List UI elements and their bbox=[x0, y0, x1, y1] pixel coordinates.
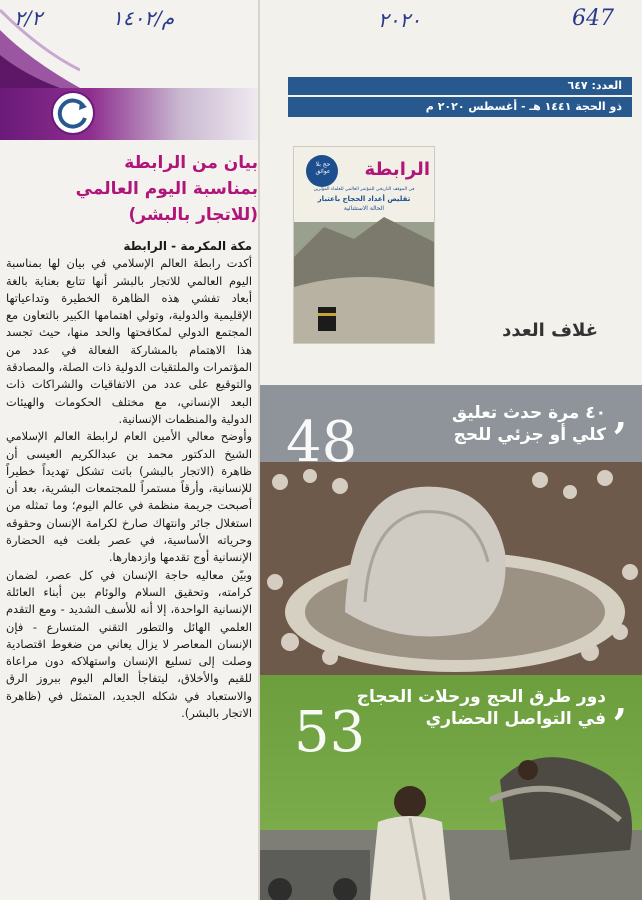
issue-date-bar: ذو الحجة ١٤٤١ هـ - أغسطس ٢٠٢٠ م bbox=[288, 97, 632, 117]
quote-mark-icon: , bbox=[614, 392, 628, 437]
teaser-1-page-number: 48 bbox=[286, 410, 358, 475]
cover-headline-3: الحالة الاستثنائية bbox=[343, 205, 385, 212]
article-paragraph-1: أكدت رابطة العالم الإسلامي في بيان لها بمناسبة اليوم العالمي للاتجار بالبشر أنها تتابع بعناية بالغة أبعاد تفشي هذه الظاهرة الخطيرة وتداعياتها الإقليمية والدولية، وتولي اهتمامها الكبير بالتعاون مع المجتمع الدولي لمكافحتها والحد منها، حيث تجسد هذا الاهتمام بالمشاركة الفعالة في عدد من المؤتمرات والملتقيات الدولية ذات الصلة، والمصادقة والتوقيع على عدد من الاتفاقيات والشراكات ذات البعد الإنساني، مع مختلف الحكومات والهيئات الدولية والمنظمات الإنسانية. bbox=[6, 256, 252, 426]
handwritten-year: ٢٠٢٠ bbox=[378, 8, 421, 32]
article-paragraph-3: وبيّن معاليه حاجة الإنسان في كل عصر، لضمان كرامته، وتحقيق السلام والوئام بين أبناء العائلة الإنسانية الواحدة، إلا أنه للأسف الشديد - ومع التقدم العلمي الهائل والتطور التقني المتسارع - فإن الإنسان المعاصر لا يزال يعاني من ضغوط اقتصادية وصلت إلى تسليع الإنسان واستهلاكه دون مراعاة للقيم والأخلاق، ليتفاجأ العالم اليوم ببروز الرق والاستعباد في شكله الجديد، المتمثل في (ظاهرة الاتجار بالبشر). bbox=[6, 567, 252, 721]
teaser-1-line-1: ٤٠ مرة حدث تعليق bbox=[452, 403, 606, 423]
handwritten-reference: م/١٤٠٢ bbox=[112, 6, 175, 30]
quote-mark-icon-2: , bbox=[614, 678, 628, 723]
teaser-2-line-1: دور طرق الحج ورحلات الحجاج bbox=[356, 687, 606, 707]
teaser-2-page-number: 53 bbox=[294, 700, 366, 765]
teaser-2-text bbox=[330, 686, 606, 730]
handwritten-page-number: 647 bbox=[572, 6, 614, 31]
cover-headline-2: تقليص أعداد الحجاج باعتبار bbox=[317, 195, 411, 203]
cover-label: غلاف العدد bbox=[502, 320, 598, 341]
magazine-cover bbox=[293, 146, 435, 344]
section-banner bbox=[0, 88, 258, 140]
teaser-1-line-2: كلي أو جزئي للحج bbox=[453, 425, 606, 445]
teaser-1-photo bbox=[260, 462, 642, 675]
article-paragraph-2: وأوضح معالي الأمين العام لرابطة العالم الإسلامي الشيخ الدكتور محمد بن عبدالكريم العيسى أن ظاهرة (الاتجار بالبشر) باتت تشكل تهديداً خطيراً للإنسانية، وأرقاً مستمراً للمجتمعات البشرية، بعد أن أصبحت جريمة منظمة في عالم اليوم؛ وما تمثله من استغلال جائر وانتهاك صارخ لكرامة الإنسان وحقوقه وحرياته الأساسية، في عصر بلغت فيه الحضارة الإنسانية أوج تقدمها وازدهارها. bbox=[6, 429, 252, 565]
teaser-1-text bbox=[380, 402, 606, 446]
headline-line-3: (للاتجار بالبشر) bbox=[128, 205, 258, 225]
cover-masthead: الرابطة bbox=[364, 159, 430, 180]
handwritten-page-fraction: ٢/٢ bbox=[14, 6, 43, 30]
article-body bbox=[6, 238, 252, 722]
headline-line-1: بيان من الرابطة bbox=[124, 153, 258, 173]
cover-badge: حج بلا عوائق bbox=[315, 161, 331, 175]
teaser-2-line-2: في التواصل الحضاري bbox=[425, 709, 606, 729]
article-dateline: مكة المكرمة - الرابطة bbox=[123, 239, 252, 253]
cover-headline-1: في الموقف التاريخي للمؤتمر العالمي للعلماء المؤثرين bbox=[313, 187, 415, 192]
article-headline bbox=[18, 150, 258, 228]
headline-line-2: بمناسبة اليوم العالمي bbox=[75, 179, 258, 199]
refresh-circle-icon bbox=[50, 90, 96, 136]
issue-number-bar: العدد: ٦٤٧ bbox=[288, 77, 632, 95]
